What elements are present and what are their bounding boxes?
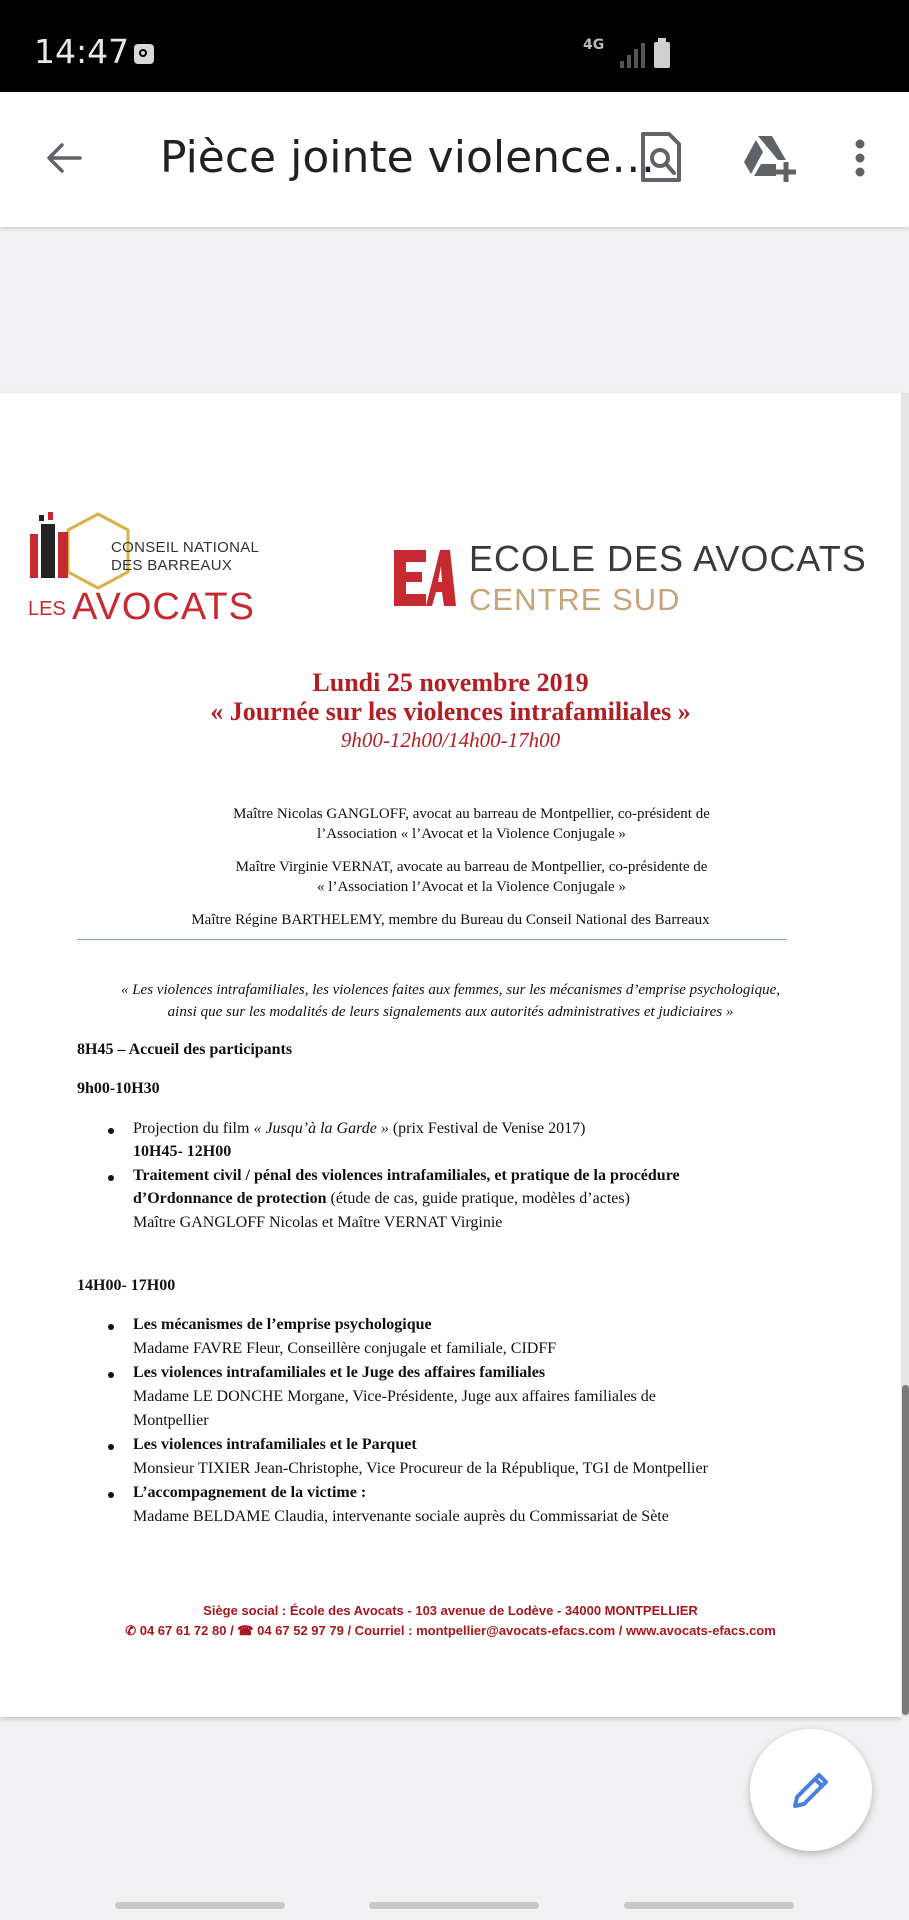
speaker-line: Maître Régine BARTHELEMY, membre du Bureau du Conseil National des Barreaux (191, 912, 710, 928)
afternoon-item-title: L’accompagnement de la victime : (133, 1484, 367, 1501)
add-to-drive-button[interactable] (738, 128, 798, 188)
projection-prefix: Projection du film (133, 1120, 254, 1137)
afternoon-slot: 14H00- 17H00 (77, 1277, 176, 1294)
divider (77, 939, 787, 940)
add-to-drive-icon (738, 128, 798, 188)
more-options-button[interactable] (845, 128, 875, 188)
status-bar (0, 0, 909, 92)
battery-icon (654, 42, 670, 68)
late-morning-slot: 10H45- 12H00 (133, 1143, 232, 1160)
morning-slot: 9h00-10H30 (77, 1080, 160, 1097)
afternoon-item-speaker: Madame BELDAME Claudia, intervenante sociale auprès du Commissariat de Sète (133, 1508, 669, 1525)
traitement-line2 (133, 1190, 630, 1208)
projection-suffix: (prix Festival de Venise 2017) (388, 1120, 586, 1137)
scrollbar-thumb[interactable] (902, 1385, 909, 1715)
event-hours: 9h00-12h00/14h00-17h00 (340, 728, 561, 752)
cnb-logo-line1: CONSEIL NATIONAL (111, 539, 260, 556)
event-title: « Journée sur les violences intrafamiliales » (210, 697, 691, 726)
screen-recording-icon (134, 44, 154, 64)
more-vert-icon (845, 128, 875, 188)
afternoon-item-speaker: Madame LE DONCHE Morgane, Vice-Présidente, Juge aux affaires familiales de (133, 1388, 656, 1405)
traitement-line2-bold: d’Ordonnance de protection (133, 1190, 327, 1207)
intro-quote-line: « Les violences intrafamiliales, les violences faites aux femmes, sur les mécanismes d’emprise psychologique, (120, 982, 781, 998)
bullet-icon (108, 1372, 114, 1378)
speaker-line: Maître Nicolas GANGLOFF, avocat au barreau de Montpellier, co-président de (233, 806, 710, 822)
bullet-icon (108, 1175, 114, 1181)
cnb-logo-les: LES (28, 598, 66, 620)
afternoon-item-title: Les violences intrafamiliales et le Parquet (133, 1436, 417, 1453)
speaker-line: « l’Association l’Avocat et la Violence Conjugale » (317, 879, 626, 895)
intro-quote-line: ainsi que sur les modalités de leurs signalements aux autorités administratives et judiciaires » (167, 1004, 734, 1020)
app-bar (0, 92, 909, 227)
ecole-avocats-title: ECOLE DES AVOCATS (469, 538, 867, 579)
bullet-icon (108, 1492, 114, 1498)
nav-recents-handle[interactable] (115, 1902, 285, 1909)
cnb-logo-line2: DES BARREAUX (111, 557, 233, 574)
find-in-page-button[interactable] (633, 128, 689, 188)
cnb-logo-avocats: AVOCATS (72, 586, 255, 628)
find-in-page-icon (633, 128, 689, 188)
afternoon-item-speaker: Madame FAVRE Fleur, Conseillère conjugale et familiale, CIDFF (133, 1340, 557, 1357)
back-arrow-icon (44, 138, 84, 178)
footer-contact: ✆ 04 67 61 72 80 / ☎ 04 67 52 97 79 / Courriel : montpellier@avocats-efacs.com / www.avocats-efacs.com (125, 1623, 776, 1638)
projection-film: « Jusqu’à la Garde » (253, 1120, 389, 1137)
bullet-icon (108, 1128, 114, 1134)
speaker-line: Maître Virginie VERNAT, avocate au barreau de Montpellier, co-présidente de (235, 859, 708, 875)
back-button[interactable] (34, 128, 94, 188)
network-type: 4G (583, 37, 605, 53)
nav-home-handle[interactable] (369, 1902, 539, 1909)
afternoon-item-title: Les mécanismes de l’emprise psychologique (133, 1316, 432, 1333)
afternoon-item-speaker: Monsieur TIXIER Jean-Christophe, Vice Procureur de la République, TGI de Montpellier (133, 1460, 708, 1477)
traitement-title: Traitement civil / pénal des violences intrafamiliales, et pratique de la procédure (133, 1167, 680, 1184)
status-time: 14:47 (34, 32, 130, 71)
navigation-bar (0, 1880, 909, 1920)
edit-button[interactable] (750, 1729, 872, 1851)
traitement-speakers: Maître GANGLOFF Nicolas et Maître VERNAT Virginie (133, 1214, 503, 1231)
footer-address: Siège social : École des Avocats - 103 avenue de Lodève - 34000 MONTPELLIER (203, 1603, 698, 1618)
edit-pencil-icon (787, 1766, 835, 1814)
event-date: Lundi 25 novembre 2019 (312, 668, 589, 697)
speaker-line: l’Association « l’Avocat et la Violence Conjugale » (317, 826, 626, 842)
nav-back-handle[interactable] (624, 1902, 794, 1909)
welcome-line: 8H45 – Accueil des participants (77, 1041, 293, 1058)
afternoon-item-speaker: Montpellier (133, 1412, 209, 1429)
signal-icon (620, 42, 646, 68)
afternoon-item-title: Les violences intrafamiliales et le Juge des affaires familiales (133, 1364, 546, 1381)
projection-item (133, 1120, 585, 1138)
bullet-icon (108, 1324, 114, 1330)
ecole-avocats-logo-icon (392, 546, 456, 610)
traitement-line2-rest: (étude de cas, guide pratique, modèles d’actes) (326, 1190, 630, 1207)
attachment-title: Pièce jointe violence… (160, 132, 656, 183)
ecole-avocats-subtitle: CENTRE SUD (469, 582, 681, 617)
bullet-icon (108, 1444, 114, 1450)
